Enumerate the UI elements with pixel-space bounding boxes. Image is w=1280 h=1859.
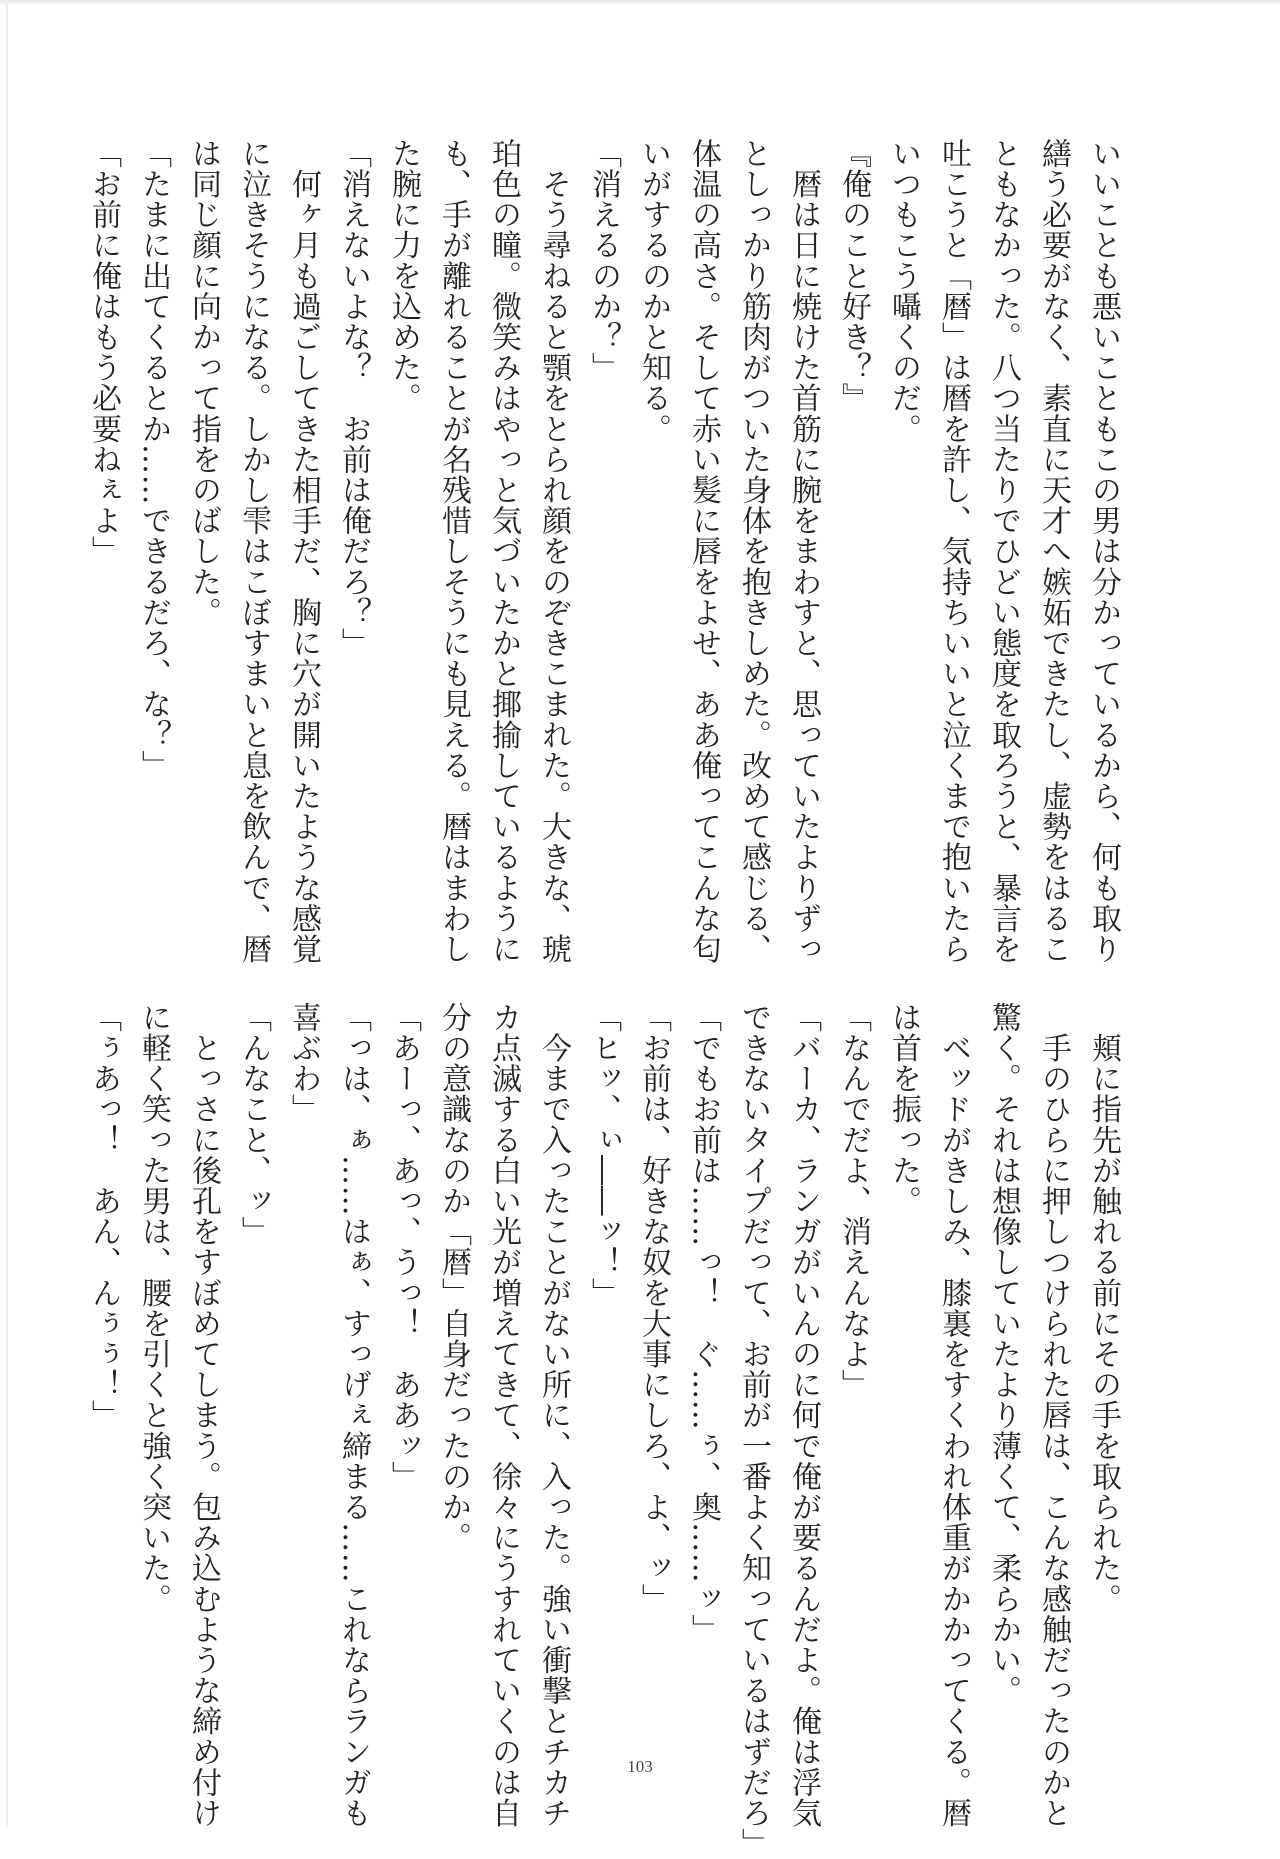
upper-text-block — [78, 138, 1128, 965]
page-number: 103 — [627, 1757, 653, 1776]
text-line: いつもこう囁くのだ。 — [886, 138, 921, 444]
text-line: 何ヶ月も過ごしてきた相手だ、胸に穴が開いたような感覚 — [286, 138, 321, 965]
text-line: 手のひらに押しつけられた唇は、こんな感触だったのかと — [1036, 1002, 1071, 1829]
text-line: 今まで入ったことがない所に、入った。強い衝撃とチカチ — [536, 1002, 571, 1829]
text-line: 「ヒッ、ぃ――ッ！」 — [586, 1002, 621, 1308]
text-line: 暦は日に焼けた首筋に腕をまわすと、思っていたよりずっ — [786, 138, 821, 965]
text-line: た腕に力を込めた。 — [386, 138, 421, 414]
text-line: に軽く笑った男は、腰を引くと強く突いた。 — [136, 1002, 171, 1614]
page-top-shadow — [0, 0, 1280, 6]
text-line: いがするのかと知る。 — [636, 138, 671, 444]
text-line: は同じ顔に向かって指をのばした。 — [186, 138, 221, 628]
text-line: 「でもお前は……っ！ ぐ……ぅ、奥……ッ」 — [686, 1002, 721, 1645]
text-line: 珀色の瞳。微笑みはやっと気づいたかと揶揄しているように — [486, 138, 521, 965]
text-line: できないタイプだって、お前が一番よく知っているはずだろ」 — [736, 1002, 771, 1859]
text-line: 「消えないよな？ お前は俺だろ？」 — [336, 138, 371, 659]
text-line: そう尋ねると顎をとられ顔をのぞきこまれた。大きな、琥 — [536, 138, 571, 965]
text-line: としっかり筋肉がついた身体を抱きしめた。改めて感じる、 — [736, 138, 771, 965]
text-line: 「あーっ、あっ、うっ！ ああッ」 — [386, 1002, 421, 1492]
text-line: 「っは、ぁ……はぁ、すっげぇ締まる……これならランガも — [336, 1002, 371, 1829]
text-line: 繕う必要がなく、素直に天才へ嫉妬できたし、虚勢をはるこ — [1036, 138, 1071, 965]
text-line: 「たまに出てくるとか……できるだろ、な？」 — [136, 138, 171, 781]
text-line: 「んなこと、ッ」 — [236, 1002, 271, 1247]
text-line: 「お前は、好きな奴を大事にしろ、よ、ッ」 — [636, 1002, 671, 1614]
text-line: ともなかった。八つ当たりでひどい態度を取ろうと、暴言を — [986, 138, 1021, 965]
text-line: 分の意識なのか「暦」自身だったのか。 — [436, 1002, 471, 1553]
text-line: 喜ぶわ」 — [286, 1002, 321, 1125]
text-line: 吐こうと「暦」は暦を許し、気持ちいいと泣くまで抱いたら — [936, 138, 971, 965]
text-line: 『俺のこと好き？』 — [836, 138, 871, 414]
text-line: に泣きそうになる。しかし雫はこぼすまいと息を飲んで、暦 — [236, 138, 271, 965]
text-line: 「バーカ、ランガがいんのに何で俺が要るんだよ。俺は浮気 — [786, 1002, 821, 1829]
text-line: 「なんでだよ、消えんなよ」 — [836, 1002, 871, 1400]
text-line: ベッドがきしみ、膝裏をすくわれ体重がかかってくる。暦 — [936, 1002, 971, 1829]
text-line: も、手が離れることが名残惜しそうにも見える。暦はまわし — [436, 138, 471, 965]
text-line: は首を振った。 — [886, 1002, 921, 1217]
text-line: 体温の高さ。そして赤い髪に唇をよせ、ああ俺ってこんな匂 — [686, 138, 721, 965]
text-line: とっさに後孔をすぼめてしまう。包み込むような締め付け — [186, 1002, 221, 1829]
text-line: 「ぅあっ！ あん、んぅぅ！」 — [86, 1002, 121, 1431]
text-line: 「お前に俺はもう必要ねぇよ」 — [86, 138, 121, 567]
text-line: 頬に指先が触れる前にその手を取られた。 — [1086, 1002, 1121, 1614]
page-left-edge — [6, 0, 8, 1827]
text-line: 驚く。それは想像していたより薄くて、柔らかい。 — [986, 1002, 1021, 1706]
text-line: 「消えるのか？」 — [586, 138, 621, 383]
text-line: いいことも悪いこともこの男は分かっているから、何も取り — [1086, 138, 1121, 965]
text-line: カ点滅する白い光が増えてきて、徐々にうすれていくのは自 — [486, 1002, 521, 1829]
